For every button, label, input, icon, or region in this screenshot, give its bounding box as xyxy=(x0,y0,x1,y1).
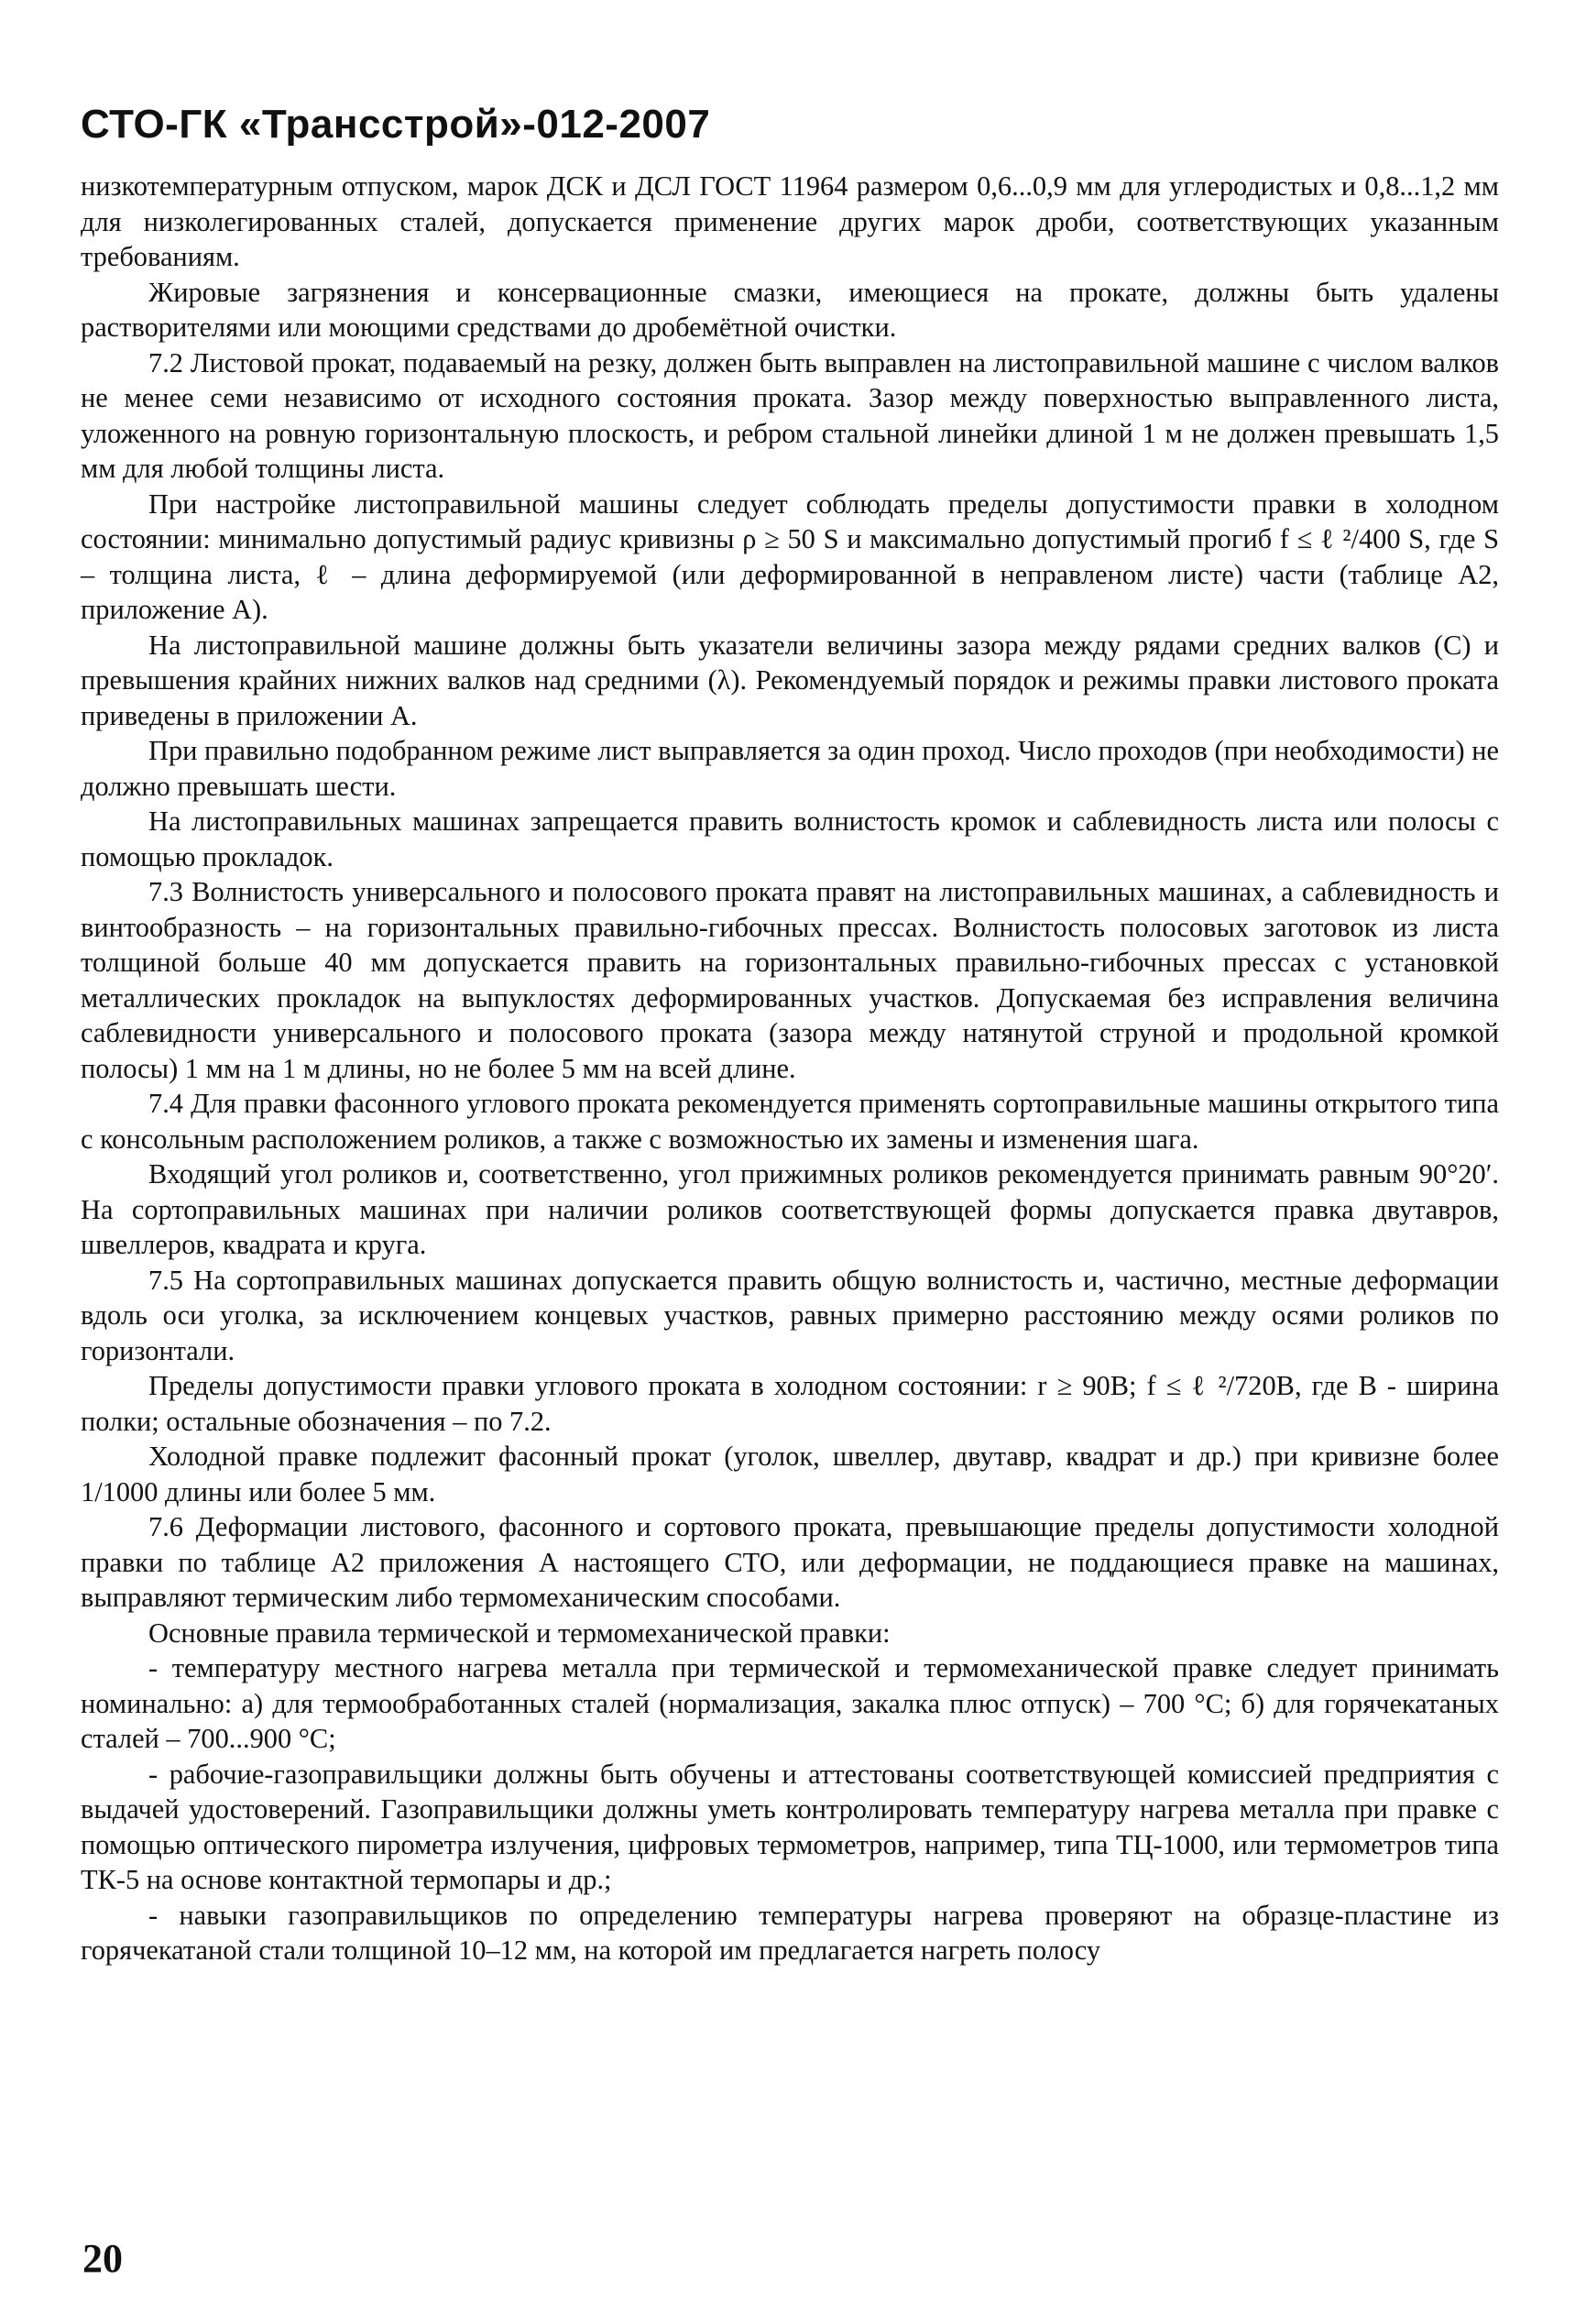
body-paragraph: 7.3 Волнистость универсального и полосового проката правят на листоправильных машинах, а саблевидность и винтообразность – на горизонтальных правильно-гибочных прессах. Волнистость полосовых заготовок из листа толщиной больше 40 мм допускается править на горизонтальных правильно-гибочных прессах с установкой металлических прокладок на выпуклостях деформированных участков. Допускаемая без исправления величина саблевидности универсального и полосового проката (зазора между натянутой струной и продольной кромкой полосы) 1 мм на 1 м длины, но не более 5 мм на всей длине. xyxy=(81,876,1499,1084)
body-paragraph: При настройке листоправильной машины следует соблюдать пределы допустимости правки в холодном состоянии: минимально допустимый радиус кривизны ρ ≥ 50 S и максимально допустимый прогиб f ≤ ℓ ²/400 S, где S – толщина листа, ℓ – длина деформируемой (или деформированной в неправленом листе) части (таблице А2, приложение А). xyxy=(81,488,1499,625)
document-page xyxy=(81,99,1499,1968)
body-paragraph: Основные правила термической и термомеханической правки: xyxy=(148,1617,891,1649)
body-paragraph: - навыки газоправильщиков по определению температуры нагрева проверяют на образце-пластине из горячекатаной стали толщиной 10–12 мм, на которой им предлагается нагреть полосу xyxy=(81,1899,1499,1966)
document-header: СТО-ГК «Трансстрой»-012-2007 xyxy=(81,102,711,147)
body-paragraph: Холодной правке подлежит фасонный прокат (уголок, швеллер, двутавр, квадрат и др.) при кривизне более 1/1000 длины или более 5 мм. xyxy=(81,1441,1499,1507)
body-paragraph: Жировые загрязнения и консервационные смазки, имеющиеся на прокате, должны быть удалены растворителями или моющими средствами до дробемётной очистки. xyxy=(81,276,1499,343)
body-paragraph: 7.6 Деформации листового, фасонного и сортового проката, превышающие пределы допустимости холодной правки по таблице А2 приложения А настоящего СТО, или деформации, не поддающиеся правке на машинах, выправляют термическим либо термомеханическим способами. xyxy=(81,1511,1499,1613)
body-paragraph: низкотемпературным отпуском, марок ДСК и ДСЛ ГОСТ 11964 размером 0,6...0,9 мм для углеродистых и 0,8...1,2 мм для низколегированных сталей, допускается применение других марок дроби, соответствующих указанным требованиям. xyxy=(81,170,1499,272)
body-paragraph: - температуру местного нагрева металла при термической и термомеханической правке следует принимать номинально: а) для термообработанных сталей (нормализация, закалка плюс отпуск) – 700 °С; б) для горячекатаных сталей – 700...900 °С; xyxy=(81,1652,1499,1754)
body-paragraph: - рабочие-газоправильщики должны быть обучены и аттестованы соответствующей комиссией предприятия с выдачей удостоверений. Газоправильщики должны уметь контролировать температуру нагрева металла при правке с помощью оптического пирометра излучения, цифровых термометров, например, типа ТЦ-1000, или термометров типа ТК-5 на основе контактной термопары и др.; xyxy=(81,1758,1499,1895)
body-paragraph: 7.4 Для правки фасонного углового проката рекомендуется применять сортоправильные машины открытого типа с консольным расположением роликов, а также с возможностью их замены и изменения шага. xyxy=(81,1088,1499,1155)
body-paragraph: На листоправильной машине должны быть указатели величины зазора между рядами средних валков (С) и превышения крайних нижних валков над средними (λ). Рекомендуемый порядок и режимы правки листового проката приведены в приложении А. xyxy=(81,629,1499,731)
document-body xyxy=(81,169,1499,1968)
body-paragraph: При правильно подобранном режиме лист выправляется за один проход. Число проходов (при необходимости) не должно превышать шести. xyxy=(81,735,1499,802)
page-number: 20 xyxy=(82,2236,123,2281)
body-paragraph: Входящий угол роликов и, соответственно, угол прижимных роликов рекомендуется принимать равным 90°20′. На сортоправильных машинах при наличии роликов соответствующей формы допускается правка двутавров, швеллеров, квадрата и круга. xyxy=(81,1158,1499,1260)
body-paragraph: 7.5 На сортоправильных машинах допускается править общую волнистость и, частично, местные деформации вдоль оси уголка, за исключением концевых участков, равных примерно расстоянию между осями роликов по горизонтали. xyxy=(81,1264,1499,1366)
body-paragraph: 7.2 Листовой прокат, подаваемый на резку, должен быть выправлен на листоправильной машине с числом валков не менее семи независимо от исходного состояния проката. Зазор между поверхностью выправленного листа, уложенного на ровную горизонтальную плоскость, и ребром стальной линейки длиной 1 м не должен превышать 1,5 мм для любой толщины листа. xyxy=(81,346,1499,484)
body-paragraph: На листоправильных машинах запрещается править волнистость кромок и саблевидность листа или полосы с помощью прокладок. xyxy=(81,806,1499,872)
body-paragraph: Пределы допустимости правки углового проката в холодном состоянии: r ≥ 90B; f ≤ ℓ ²/720B, где B - ширина полки; остальные обозначения – по 7.2. xyxy=(81,1370,1499,1437)
